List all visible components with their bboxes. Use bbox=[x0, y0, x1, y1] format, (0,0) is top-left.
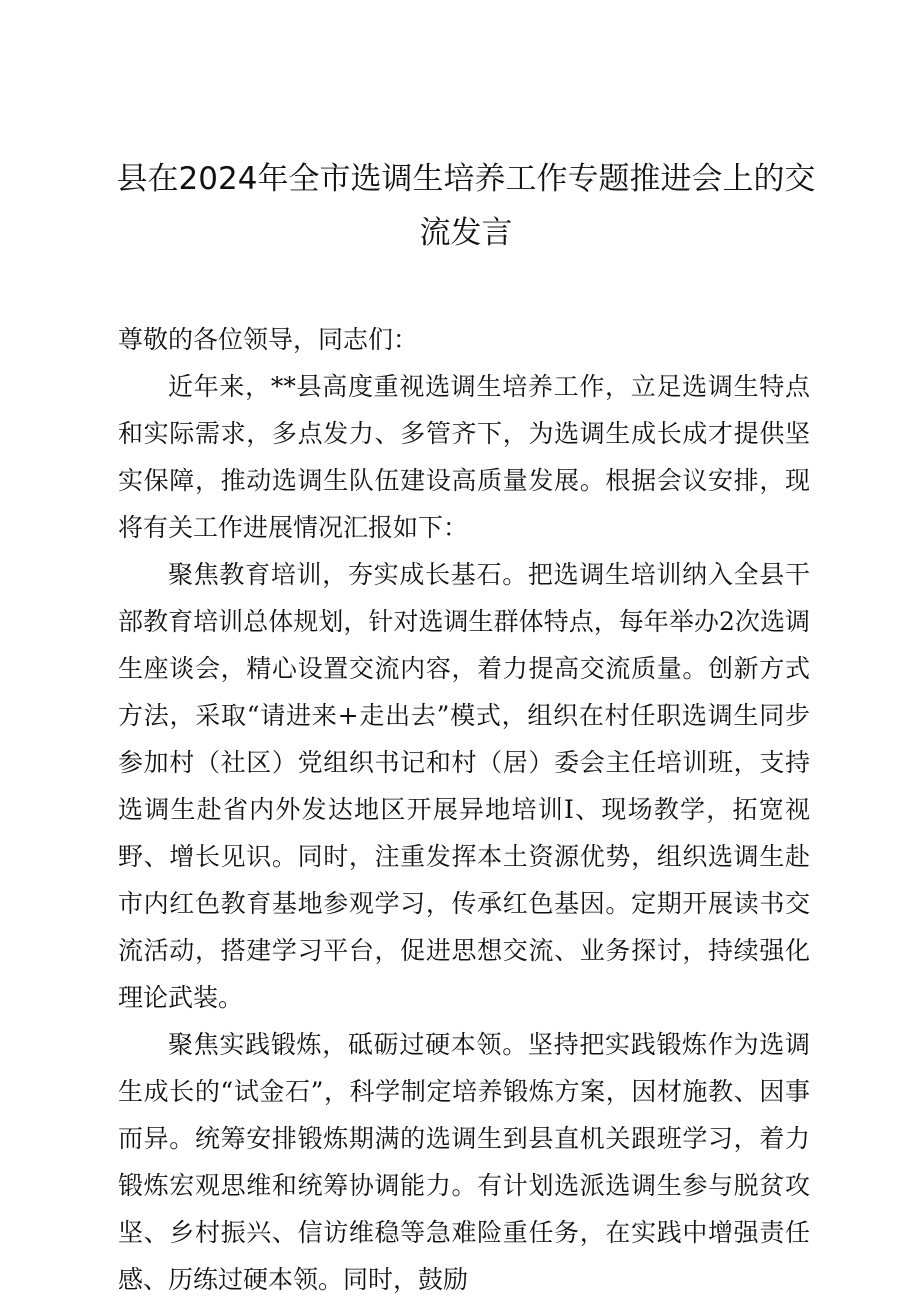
paragraph-intro: 近年来，**县高度重视选调生培养工作，立足选调生特点和实际需求，多点发力、多管齐下，为选调生成长成才提供坚实保障，推动选调生队伍建设高质量发展。根据会议安排，现将有关工作进展情况汇报如下： bbox=[118, 372, 810, 542]
salutation: 尊敬的各位领导，同志们： bbox=[118, 325, 419, 354]
document-body bbox=[118, 316, 810, 1303]
paragraph-practice-training: 聚焦实践锻炼，砥砺过硬本领。坚持把实践锻炼作为选调生成长的“试金石”，科学制定培养锻炼方案，因材施教、因事而异。统筹安排锻炼期满的选调生到县直机关跟班学习，着力锻炼宏观思维和统筹协调能力。有计划选派选调生参与脱贫攻坚、乡村振兴、信访维稳等急难险重任务，在实践中增强责任感、历练过硬本领。同时，鼓励 bbox=[118, 1030, 810, 1294]
document-title: 县在2024年全市选调生培养工作专题推进会上的交流发言 bbox=[116, 161, 816, 251]
paragraph-education-training: 聚焦教育培训，夯实成长基石。把选调生培训纳入全县干部教育培训总体规划，针对选调生群体特点，每年举办2次选调生座谈会，精心设置交流内容，着力提高交流质量。创新方式方法，采取“请进来+走出去”模式，组织在村任职选调生同步参加村（社区）党组织书记和村（居）委会主任培训班，支持选调生赴省内外发达地区开展异地培训I、现场教学，拓宽视野、增长见识。同时，注重发挥本土资源优势，组织选调生赴市内红色教育基地参观学习，传承红色基因。定期开展读书交流活动，搭建学习平台，促进思想交流、业务探讨，持续强化理论武装。 bbox=[118, 560, 810, 1012]
